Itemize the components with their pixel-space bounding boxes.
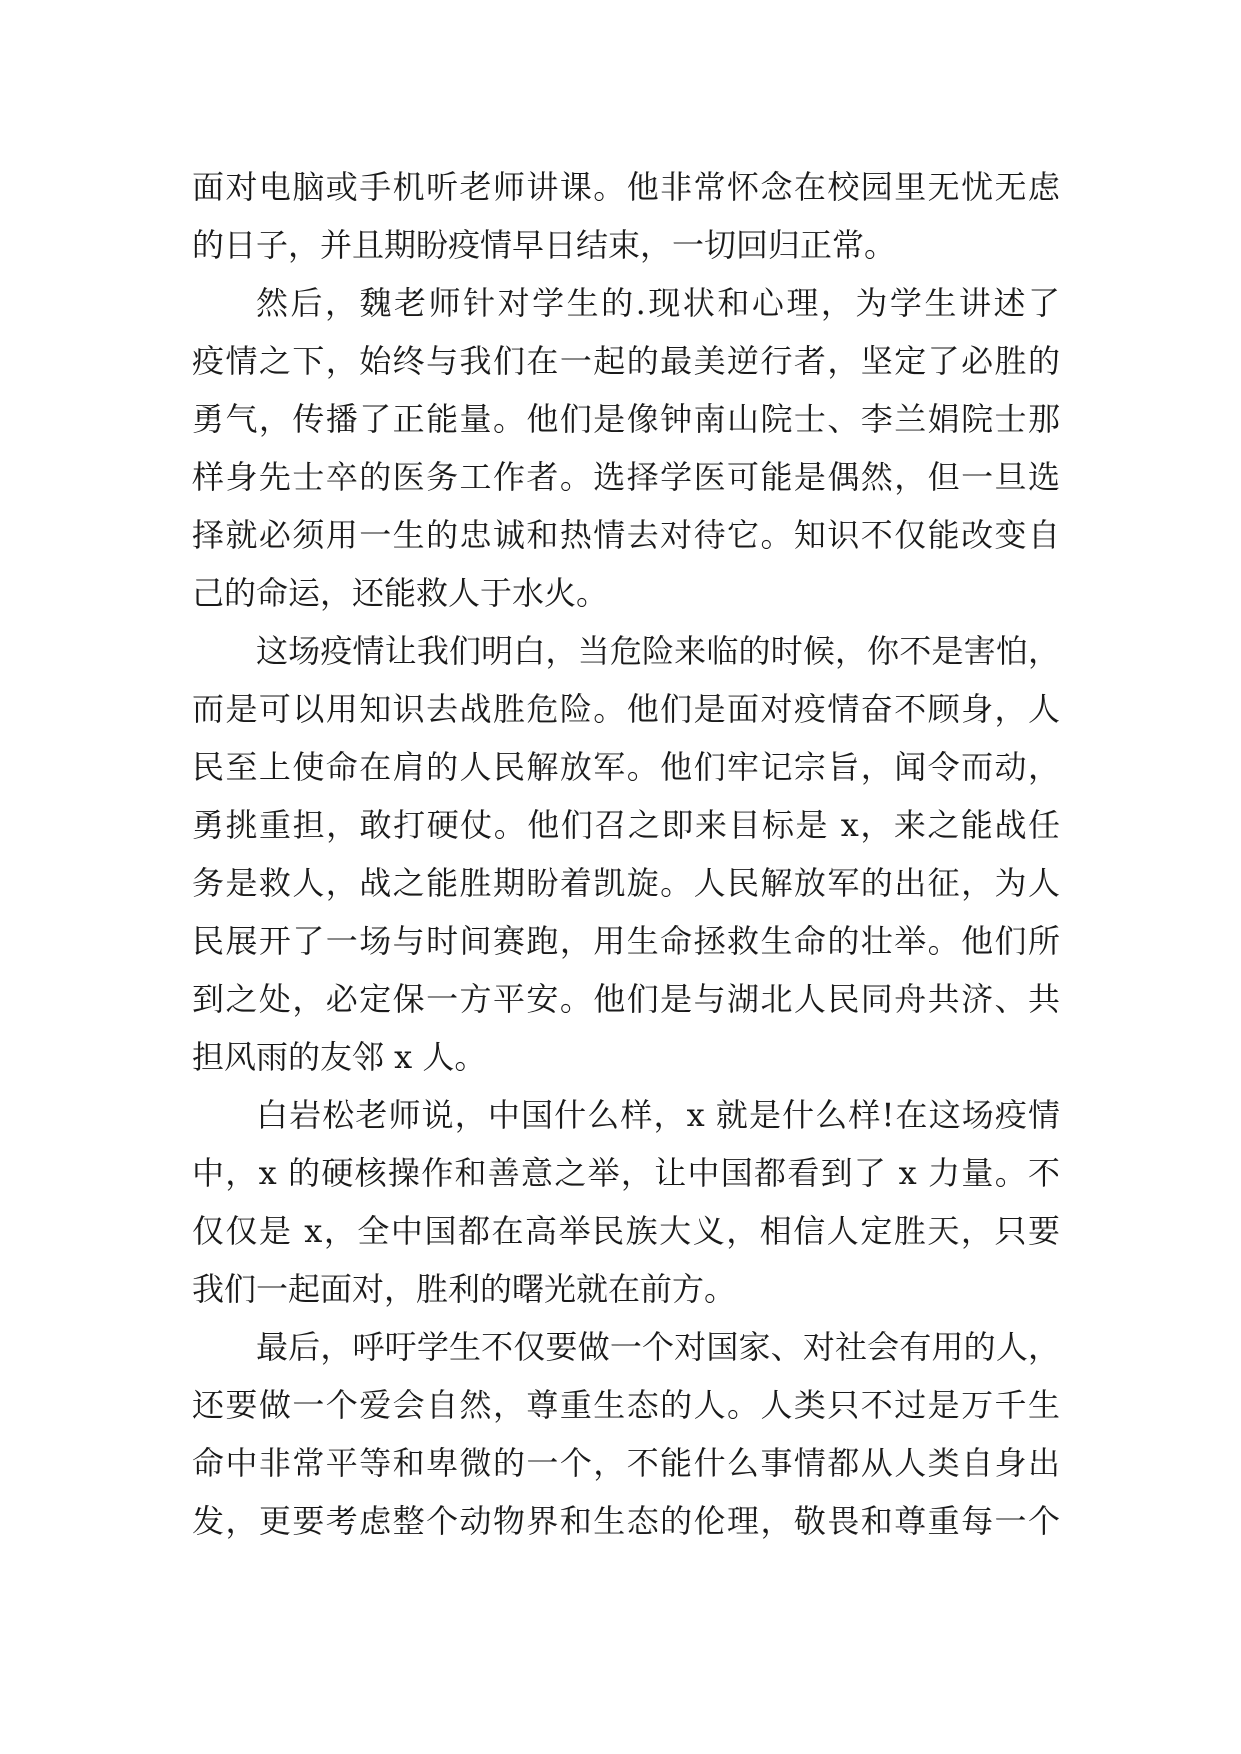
text-line: 务是救人，战之能胜期盼着凯旋。人民解放军的出征，为人 <box>192 864 1060 902</box>
text-line: 最后，呼吁学生不仅要做一个对国家、对社会有用的人， <box>256 1328 1060 1366</box>
text-line: 白岩松老师说，中国什么样，x 就是什么样!在这场疫情 <box>256 1096 1060 1134</box>
text-line: 民展开了一场与时间赛跑，用生命拯救生命的壮举。他们所 <box>192 922 1060 960</box>
text-line: 面对电脑或手机听老师讲课。他非常怀念在校园里无忧无虑 <box>192 168 1060 206</box>
text-line: 己的命运，还能救人于水火。 <box>192 574 609 612</box>
text-line: 命中非常平等和卑微的一个，不能什么事情都从人类自身出 <box>192 1444 1060 1482</box>
text-line: 这场疫情让我们明白，当危险来临的时候，你不是害怕， <box>256 632 1060 670</box>
text-line: 的日子，并且期盼疫情早日结束，一切回归正常。 <box>192 226 897 264</box>
text-line: 发，更要考虑整个动物界和生态的伦理，敬畏和尊重每一个 <box>192 1502 1060 1540</box>
text-line: 勇挑重担，敢打硬仗。他们召之即来目标是 x，来之能战任 <box>192 806 1060 844</box>
text-line: 择就必须用一生的忠诚和热情去对待它。知识不仅能改变自 <box>192 516 1060 554</box>
text-line: 担风雨的友邻 x 人。 <box>192 1038 487 1076</box>
text-line: 然后，魏老师针对学生的.现状和心理，为学生讲述了 <box>256 284 1060 322</box>
body-text <box>192 158 1060 1550</box>
text-line: 而是可以用知识去战胜危险。他们是面对疫情奋不顾身，人 <box>192 690 1060 728</box>
text-line: 样身先士卒的医务工作者。选择学医可能是偶然，但一旦选 <box>192 458 1060 496</box>
text-line: 中，x 的硬核操作和善意之举，让中国都看到了 x 力量。不 <box>192 1154 1060 1192</box>
text-line: 到之处，必定保一方平安。他们是与湖北人民同舟共济、共 <box>192 980 1060 1018</box>
text-line: 勇气，传播了正能量。他们是像钟南山院士、李兰娟院士那 <box>192 400 1060 438</box>
text-line: 仅仅是 x，全中国都在高举民族大义，相信人定胜天，只要 <box>192 1212 1060 1250</box>
text-line: 我们一起面对，胜利的曙光就在前方。 <box>192 1270 737 1308</box>
text-line: 疫情之下，始终与我们在一起的最美逆行者，坚定了必胜的 <box>192 342 1060 380</box>
text-line: 还要做一个爱会自然，尊重生态的人。人类只不过是万千生 <box>192 1386 1060 1424</box>
text-line: 民至上使命在肩的人民解放军。他们牢记宗旨，闻令而动， <box>192 748 1060 786</box>
